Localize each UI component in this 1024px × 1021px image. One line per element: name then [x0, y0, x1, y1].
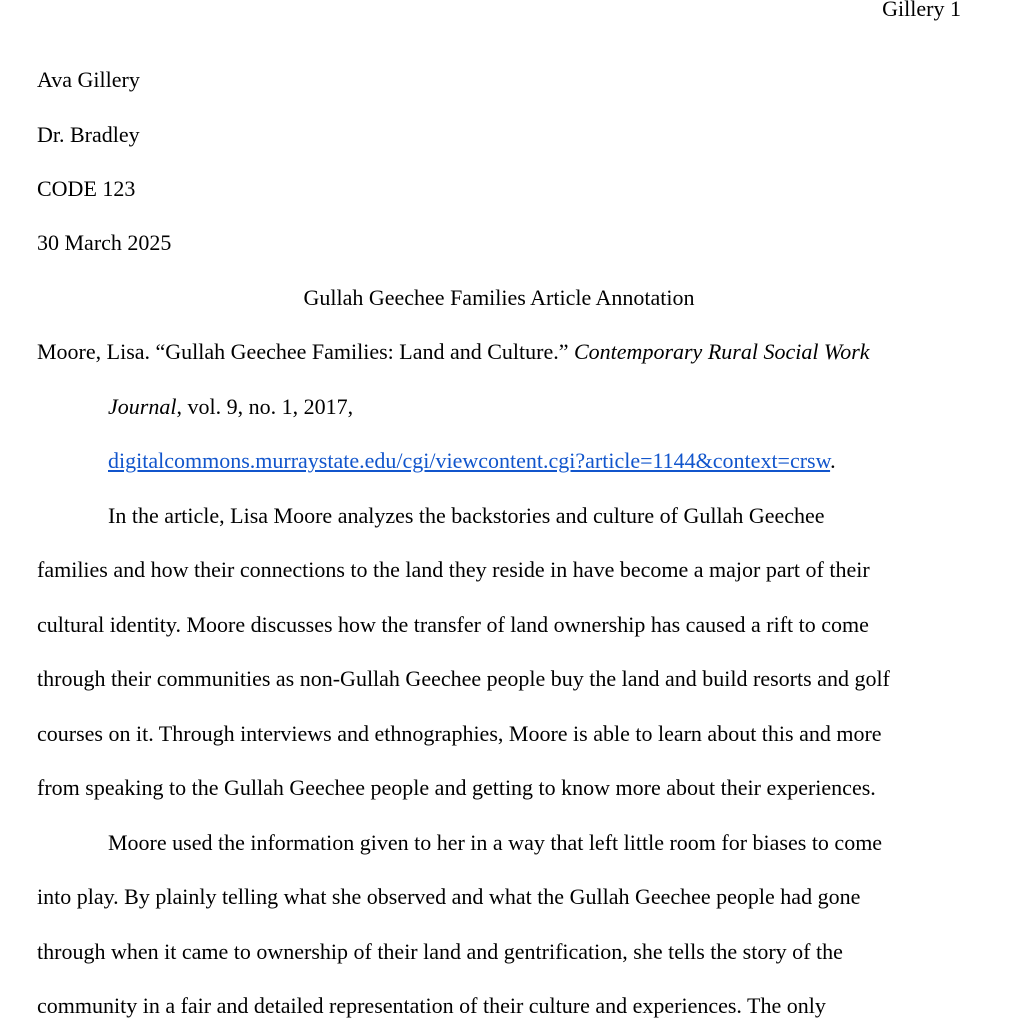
- author-name: Ava Gillery: [37, 67, 140, 92]
- running-head: Gillery 1: [882, 0, 961, 21]
- instructor-name: Dr. Bradley: [37, 122, 140, 147]
- citation-line-1: [37, 339, 870, 365]
- citation-url-period: .: [830, 448, 836, 473]
- citation-author-title: Moore, Lisa. “Gullah Geechee Families: Land and Culture.”: [37, 339, 574, 364]
- citation-url-link[interactable]: digitalcommons.murraystate.edu/cgi/viewcontent.cgi?article=1144&context=crsw: [108, 448, 831, 473]
- paragraph-1-line: through their communities as non-Gullah Geechee people buy the land and build resorts and golf: [37, 666, 890, 691]
- paragraph-2-line: into play. By plainly telling what she observed and what the Gullah Geechee people had gone: [37, 884, 861, 909]
- paragraph-1-line: In the article, Lisa Moore analyzes the backstories and culture of Gullah Geechee: [108, 503, 825, 528]
- citation-volume-info: , vol. 9, no. 1, 2017,: [176, 394, 354, 419]
- paragraph-2-line: through when it came to ownership of their land and gentrification, she tells the story of the: [37, 939, 843, 964]
- paragraph-1-line: cultural identity. Moore discusses how the transfer of land ownership has caused a rift to come: [37, 612, 869, 637]
- document-title: Gullah Geechee Families Article Annotation: [303, 285, 695, 310]
- document-date: 30 March 2025: [37, 230, 172, 255]
- paragraph-1-line: courses on it. Through interviews and ethnographies, Moore is able to learn about this and more: [37, 721, 882, 746]
- citation-journal-part2: Journal: [108, 394, 177, 419]
- course-code: CODE 123: [37, 176, 136, 201]
- paragraph-1-line: from speaking to the Gullah Geechee people and getting to know more about their experiences.: [37, 775, 876, 800]
- paragraph-2-line: Moore used the information given to her in a way that left little room for biases to come: [108, 830, 883, 855]
- citation-journal-part1: Contemporary Rural Social Work: [574, 339, 870, 364]
- citation-line-3: [108, 448, 836, 474]
- paragraph-2-line: community in a fair and detailed representation of their culture and experiences. The only: [37, 993, 826, 1018]
- paragraph-1-line: families and how their connections to the land they reside in have become a major part of their: [37, 557, 870, 582]
- citation-line-2: [108, 394, 353, 420]
